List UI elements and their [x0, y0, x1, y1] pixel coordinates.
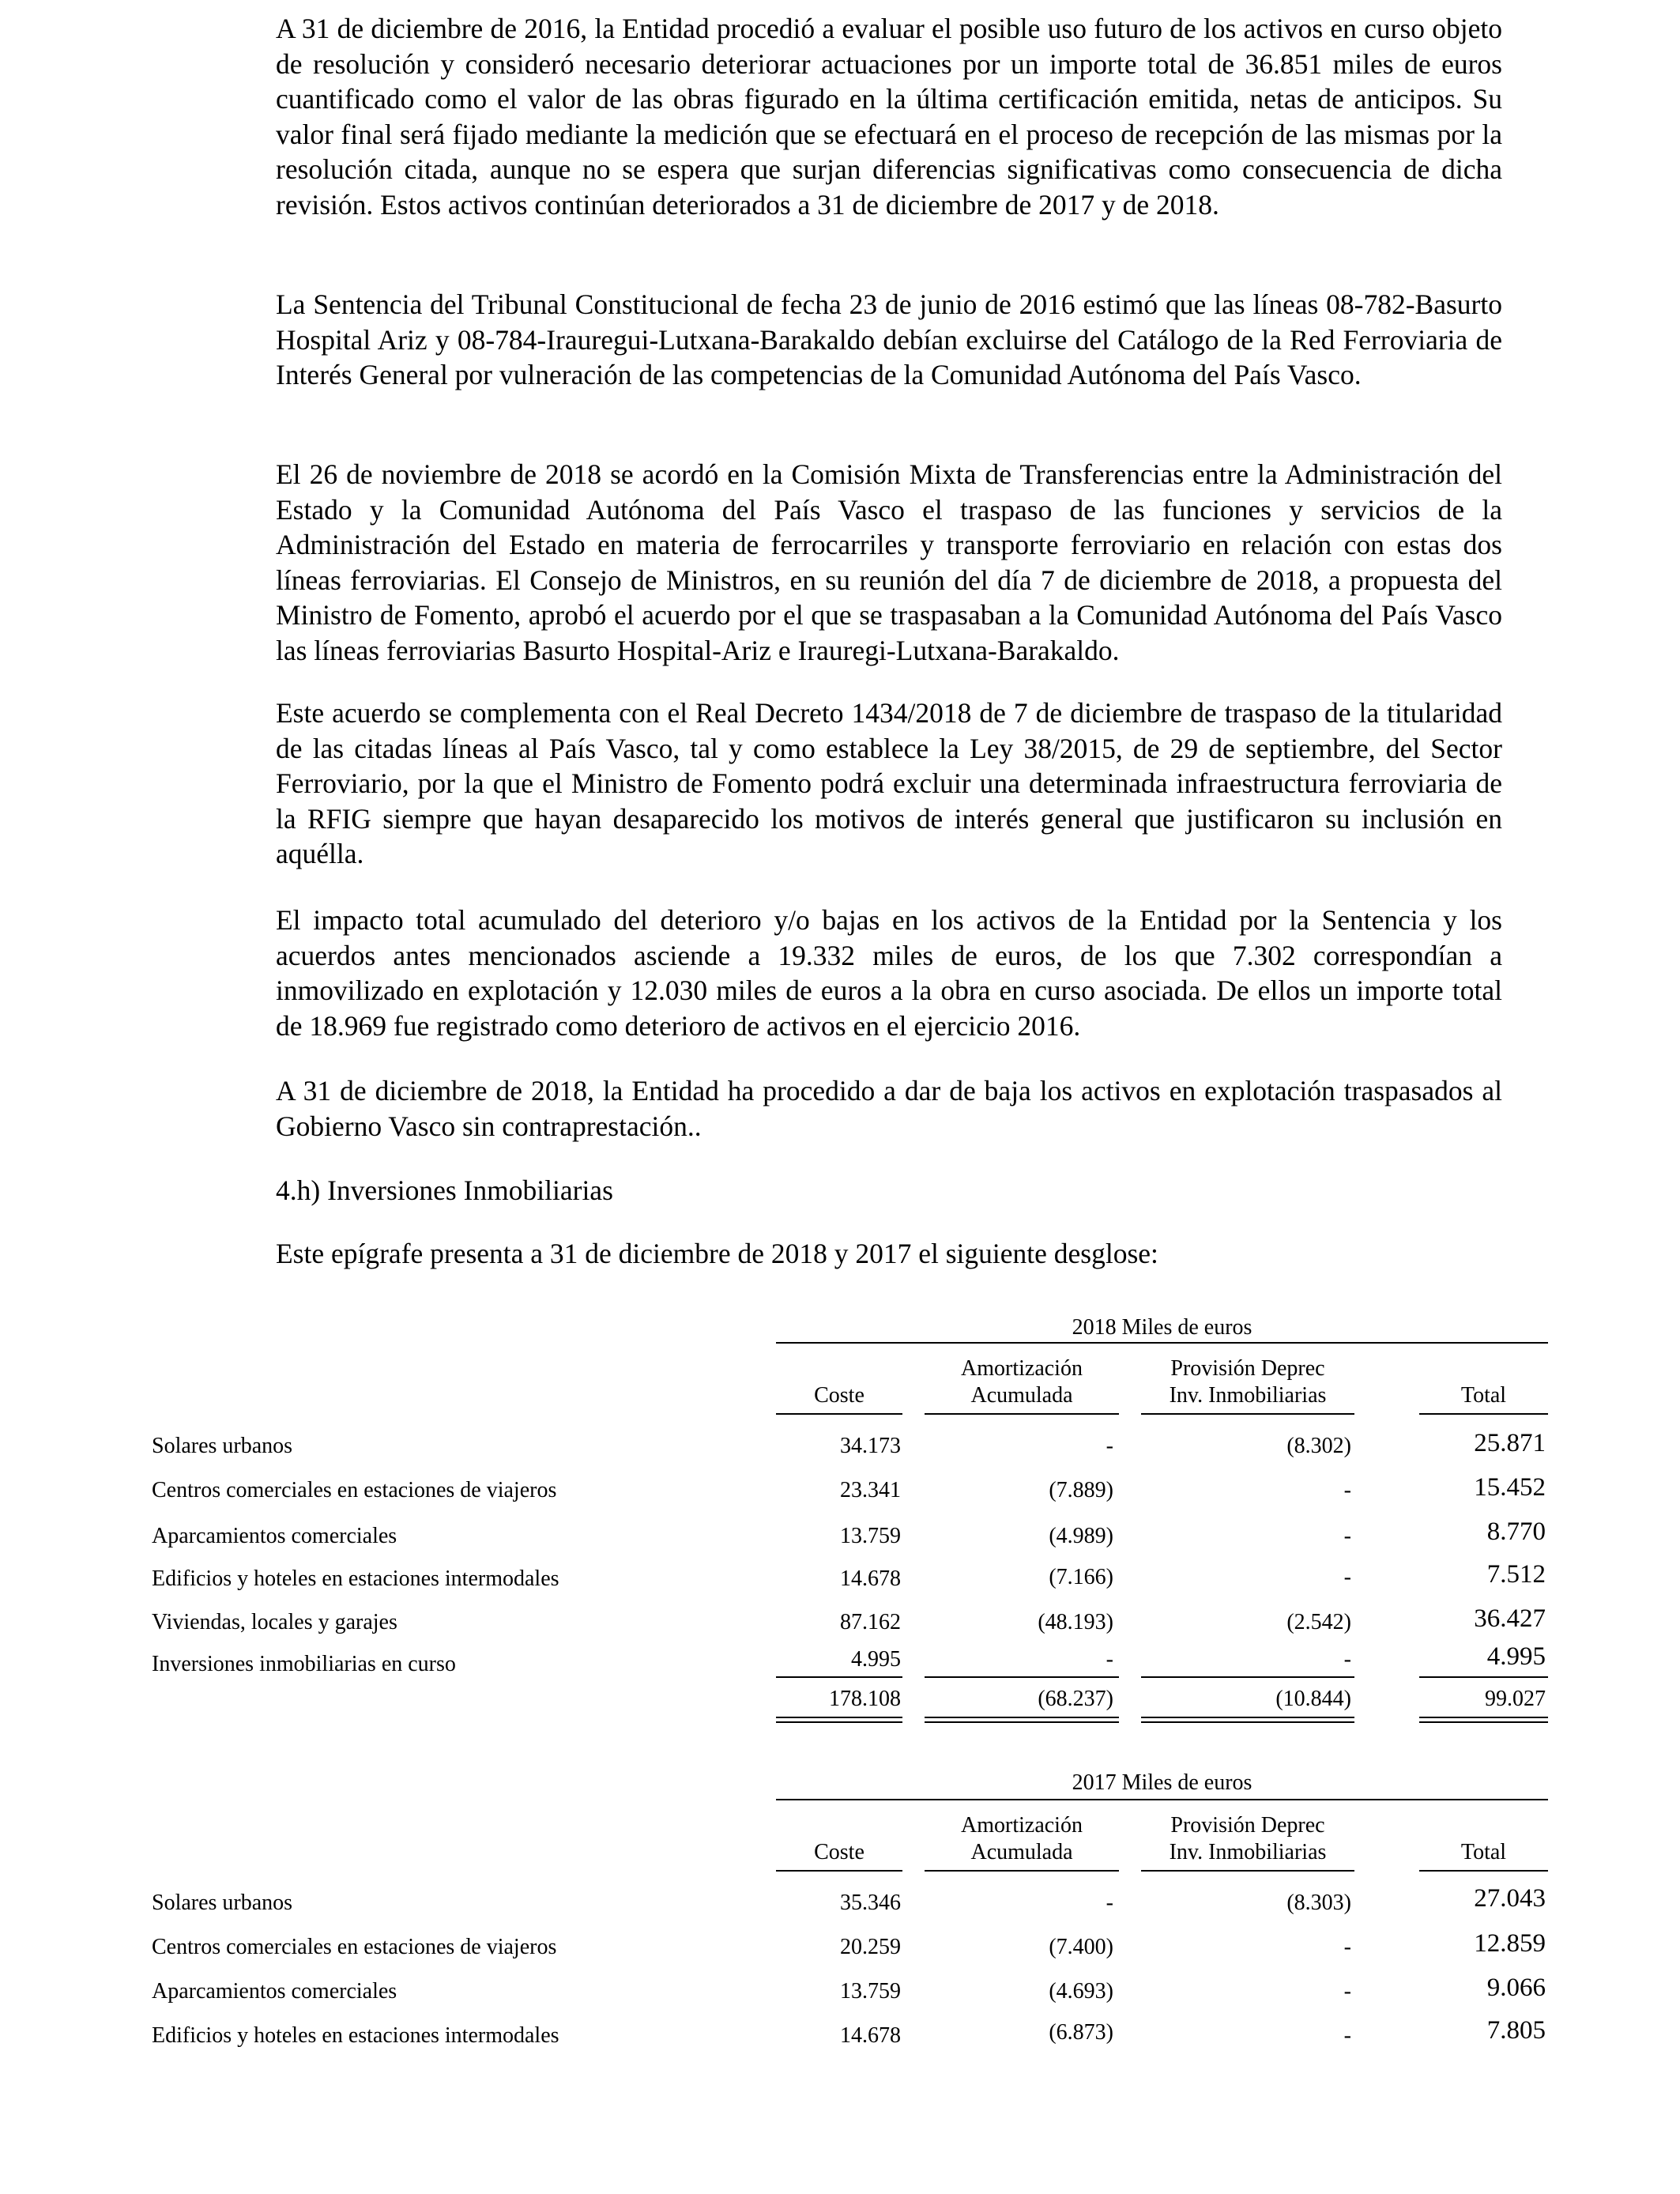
cell-total: 25.871 — [1474, 1429, 1546, 1457]
divider — [1419, 1870, 1548, 1872]
paragraph-constitutional-ruling: La Sentencia del Tribunal Constitucional de fecha 23 de junio de 2016 estimó que las líneas 08-782-Basurto Hospital Ariz y 08-784-Irauregui-Lutxana-Barakaldo debían excluirse del Catálogo de la Red Ferroviaria de Interés General por vulneración de las competencias de la Comunidad Autónoma del País Vasco. — [276, 288, 1502, 390]
row-label: Edificios y hoteles en estaciones intermodales — [152, 1566, 559, 1591]
cell-provision: - — [1343, 1524, 1351, 1548]
divider — [776, 1717, 902, 1718]
paragraph-royal-decree: Este acuerdo se complementa con el Real Decreto 1434/2018 de 7 de diciembre de traspaso de la titularidad de las citadas líneas al País Vasco, tal y como establece la Ley 38/2015, de 29 de septiembre, del Sector Ferroviario, por la que el Ministro de Fomento podrá excluir una determinada infraestructura ferroviaria de la RFIG siempre que hayan desaparecido los motivos de interés general que justificaron su inclusión en aquélla. — [276, 697, 1502, 869]
paragraph-derecognition: A 31 de diciembre de 2018, la Entidad ha procedido a dar de baja los activos en explotación traspasados al Gobierno Vasco sin contraprestación.. — [276, 1075, 1502, 1142]
cell-amortizacion: (48.193) — [1038, 1610, 1113, 1634]
cell-provision: (2.542) — [1286, 1610, 1351, 1634]
cell-total: 27.043 — [1474, 1884, 1546, 1913]
row-label: Aparcamientos comerciales — [152, 1979, 397, 2004]
divider — [1141, 1870, 1354, 1872]
cell-coste: 13.759 — [840, 1524, 901, 1548]
row-label: Edificios y hoteles en estaciones intermodales — [152, 2023, 559, 2048]
table-caption: 2017 Miles de euros — [1072, 1770, 1252, 1795]
row-label: Centros comerciales en estaciones de viajeros — [152, 1478, 557, 1502]
cell-total: 7.512 — [1486, 1560, 1546, 1589]
divider — [776, 1676, 902, 1678]
paragraph-resolution-assets: A 31 de diciembre de 2016, la Entidad procedió a evaluar el posible uso futuro de los activos en curso objeto de resolución y consideró necesario deteriorar actuaciones por un importe total de 36.851 miles de euros cuantificado como el valor de las obras figurado en la última certificación emitida, netas de anticipos. Su valor final será fijado mediante la medición que se efectuará en el proceso de recepción de las mismas por la resolución citada, aunque no se espera que surjan diferencias significativas como consecuencia de dicha revisión. Estos activos continúan deteriorados a 31 de diciembre de 2017 y de 2018. — [276, 13, 1502, 221]
header-inv-inmobiliarias: Inv. Inmobiliarias — [1169, 1383, 1327, 1408]
divider — [925, 1721, 1119, 1723]
cell-provision: - — [1343, 1647, 1351, 1672]
cell-coste: 87.162 — [840, 1610, 901, 1634]
divider — [1419, 1721, 1548, 1723]
divider — [925, 1413, 1119, 1415]
cell-provision: - — [1343, 1478, 1351, 1502]
divider — [1141, 1721, 1354, 1723]
cell-coste: 34.173 — [840, 1434, 901, 1458]
cell-provision: - — [1343, 2023, 1351, 2048]
cell-amortizacion: - — [1106, 1647, 1113, 1672]
divider — [1419, 1717, 1548, 1718]
divider — [776, 1799, 1548, 1800]
header-total: Total — [1460, 1383, 1507, 1408]
cell-total: 15.452 — [1474, 1473, 1546, 1502]
divider — [925, 1870, 1119, 1872]
divider — [1141, 1717, 1354, 1718]
header-total: Total — [1460, 1840, 1507, 1864]
cell-provision: - — [1343, 1935, 1351, 1959]
divider — [1419, 1413, 1548, 1415]
cell-coste: 14.678 — [840, 1566, 901, 1591]
cell-amortizacion: (4.989) — [1049, 1524, 1113, 1548]
paragraph-impact: El impacto total acumulado del deterioro y/o bajas en los activos de la Entidad por la Sentencia y los acuerdos antes mencionados asciende a 19.332 miles de euros, de los que 7.302 correspondían a inmovilizado en explotación y 12.030 miles de euros a la obra en curso asociada. De ellos un importe total de 18.969 fue registrado como deterioro de activos en el ejercicio 2016. — [276, 904, 1502, 1042]
total-total: 99.027 — [1485, 1687, 1546, 1711]
cell-total: 4.995 — [1486, 1642, 1546, 1671]
cell-amortizacion: (4.693) — [1049, 1979, 1113, 2004]
cell-amortizacion: (6.873) — [1049, 2020, 1113, 2045]
cell-provision: (8.302) — [1286, 1434, 1351, 1458]
total-amortizacion: (68.237) — [1038, 1687, 1113, 1711]
row-label: Inversiones inmobiliarias en curso — [152, 1652, 456, 1676]
cell-provision: - — [1343, 1565, 1351, 1589]
divider — [1419, 1676, 1548, 1678]
cell-coste: 20.259 — [840, 1935, 901, 1959]
header-provision: Provisión Deprec — [1170, 1356, 1325, 1381]
cell-total: 12.859 — [1474, 1929, 1546, 1958]
table-caption: 2018 Miles de euros — [1072, 1315, 1252, 1340]
cell-coste: 13.759 — [840, 1979, 901, 2004]
divider — [1141, 1413, 1354, 1415]
cell-provision: (8.303) — [1286, 1891, 1351, 1915]
header-amortizacion: Amortización — [961, 1356, 1083, 1381]
divider — [925, 1676, 1119, 1678]
header-coste: Coste — [814, 1840, 864, 1864]
paragraph-breakdown-intro: Este epígrafe presenta a 31 de diciembre de 2018 y 2017 el siguiente desglose: — [276, 1238, 1158, 1269]
cell-amortizacion: (7.889) — [1049, 1478, 1113, 1502]
cell-amortizacion: (7.400) — [1049, 1935, 1113, 1959]
header-acumulada: Acumulada — [970, 1840, 1073, 1864]
row-label: Solares urbanos — [152, 1891, 293, 1915]
section-heading: 4.h) Inversiones Inmobiliarias — [276, 1174, 613, 1206]
row-label: Viviendas, locales y garajes — [152, 1610, 397, 1634]
header-provision: Provisión Deprec — [1170, 1813, 1325, 1838]
divider — [776, 1342, 1548, 1344]
cell-total: 36.427 — [1474, 1604, 1546, 1633]
header-acumulada: Acumulada — [970, 1383, 1073, 1408]
total-provision: (10.844) — [1275, 1687, 1351, 1711]
cell-total: 9.066 — [1486, 1973, 1546, 2002]
cell-coste: 23.341 — [840, 1478, 901, 1502]
cell-total: 8.770 — [1486, 1517, 1546, 1546]
divider — [1141, 1676, 1354, 1678]
cell-provision: - — [1343, 1979, 1351, 2004]
header-amortizacion: Amortización — [961, 1813, 1083, 1838]
paragraph-transfer-agreement: El 26 de noviembre de 2018 se acordó en la Comisión Mixta de Transferencias entre la Administración del Estado y la Comunidad Autónoma del País Vasco el traspaso de las funciones y servicios de la Administración del Estado en materia de ferrocarriles y transporte ferroviario en relación con estas dos líneas ferroviarias. El Consejo de Ministros, en su reunión del día 7 de diciembre de 2018, a propuesta del Ministro de Fomento, aprobó el acuerdo por el que se traspasaban a la Comunidad Autónoma del País Vasco las líneas ferroviarias Basurto Hospital-Ariz e Irauregi-Lutxana-Barakaldo. — [276, 458, 1502, 666]
header-inv-inmobiliarias: Inv. Inmobiliarias — [1169, 1840, 1327, 1864]
total-coste: 178.108 — [829, 1687, 901, 1711]
cell-coste: 4.995 — [851, 1647, 901, 1672]
header-coste: Coste — [814, 1383, 864, 1408]
cell-amortizacion: (7.166) — [1049, 1565, 1113, 1589]
row-label: Solares urbanos — [152, 1434, 293, 1458]
cell-total: 7.805 — [1486, 2016, 1546, 2045]
cell-amortizacion: - — [1106, 1891, 1113, 1915]
divider — [776, 1870, 902, 1872]
divider — [776, 1413, 902, 1415]
divider — [776, 1721, 902, 1723]
cell-amortizacion: - — [1106, 1434, 1113, 1458]
row-label: Centros comerciales en estaciones de viajeros — [152, 1935, 557, 1959]
cell-coste: 14.678 — [840, 2023, 901, 2048]
cell-coste: 35.346 — [840, 1891, 901, 1915]
row-label: Aparcamientos comerciales — [152, 1524, 397, 1548]
divider — [925, 1717, 1119, 1718]
